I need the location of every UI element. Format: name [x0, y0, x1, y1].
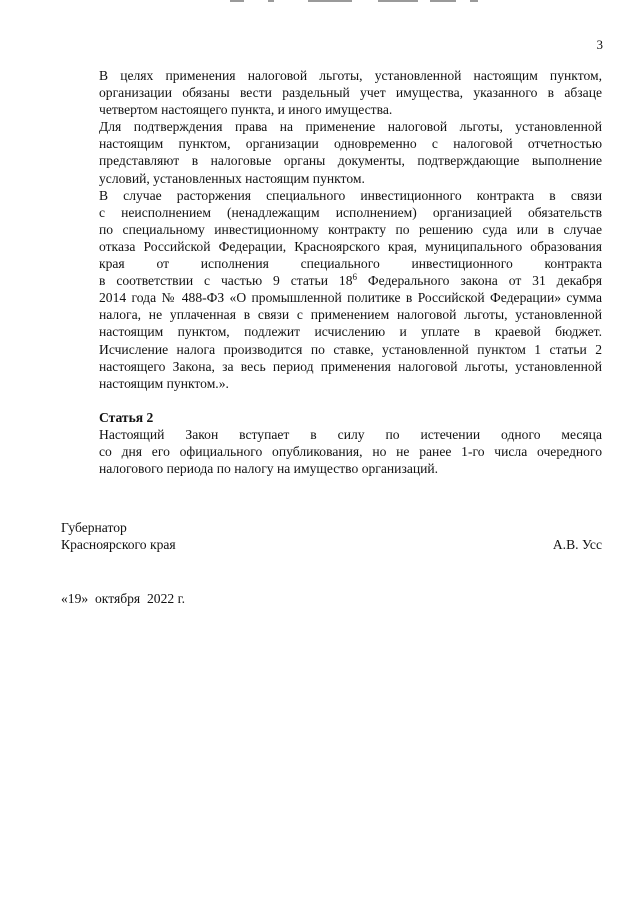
article-heading: Статья 2	[99, 409, 154, 425]
text-line: по специальному инвестиционному контракту по решению суда или в случае	[99, 221, 602, 237]
text-line: В целях применения налоговой льготы, установленной настоящим пунктом,	[99, 68, 602, 83]
text-line-with-superscript	[61, 272, 602, 289]
text-line: отказа Российской Федерации, Красноярского края, муниципального образования	[99, 238, 602, 254]
text-line: 2014 года № 488-ФЗ «О промышленной политике в Российской Федерации» сумма	[99, 290, 602, 306]
signatory-title-line1: Губернатор	[61, 520, 127, 535]
text-fragment: в соответствии с частью 9 статьи 18	[99, 273, 353, 289]
text-line: условий, установленных настоящим пунктом.	[99, 170, 365, 186]
signature-block	[61, 519, 602, 553]
paragraph-contract-termination	[61, 187, 602, 392]
text-line: с неисполнением (ненадлежащим исполнением) организацией обязательств	[99, 204, 602, 220]
text-line: налога, не уплаченная в связи с применением налоговой льготы, установленной	[99, 307, 602, 323]
superscript-number: 6	[352, 272, 357, 283]
text-line: со дня его официального опубликования, но не ранее 1-го числа очередного	[99, 443, 602, 459]
text-line: В случае расторжения специального инвестиционного контракта в связи	[99, 187, 602, 203]
signatory-title-line2: Красноярского края	[61, 537, 176, 553]
text-line: Исчисление налога производится по ставке, установленной пунктом 1 статьи 2	[99, 341, 602, 357]
text-line: четвертом настоящего пункта, и иного имущества.	[99, 102, 393, 118]
article-2	[61, 409, 602, 477]
text-line: края от исполнения специального инвестиционного контракта	[99, 256, 602, 272]
text-line: Настоящий Закон вступает в силу по истечении одного месяца	[99, 426, 602, 442]
signatory-name: А.В. Усс	[552, 537, 602, 553]
paragraph-separate-accounting	[61, 67, 602, 118]
text-line: настоящим пунктом, подлежит исчислению и уплате в краевой бюджет.	[99, 324, 602, 340]
paragraph-confirmation	[61, 118, 602, 186]
document-date: «19» октября 2022 г.	[61, 591, 186, 606]
text-line: организации обязаны вести раздельный учет имущества, указанного в абзаце	[99, 85, 602, 101]
text-line: Для подтверждения права на применение налоговой льготы, установленной	[99, 119, 602, 135]
text-fragment: Федерального закона от 31 декабря	[357, 273, 603, 289]
text-line: настоящим пунктом, организации одновременно с налоговой отчетностью	[99, 136, 602, 152]
text-line: настоящего Закона, за весь период применения налоговой льготы, установленной	[99, 358, 602, 374]
text-line: налогового периода по налогу на имущество организаций.	[99, 461, 439, 477]
document-body	[61, 67, 602, 477]
scan-edge-marks	[0, 0, 634, 4]
text-line: представляют в налоговые органы документы, подтверждающие выполнение	[99, 153, 602, 169]
page-number: 3	[596, 37, 603, 52]
text-line: настоящим пунктом.».	[99, 375, 229, 391]
